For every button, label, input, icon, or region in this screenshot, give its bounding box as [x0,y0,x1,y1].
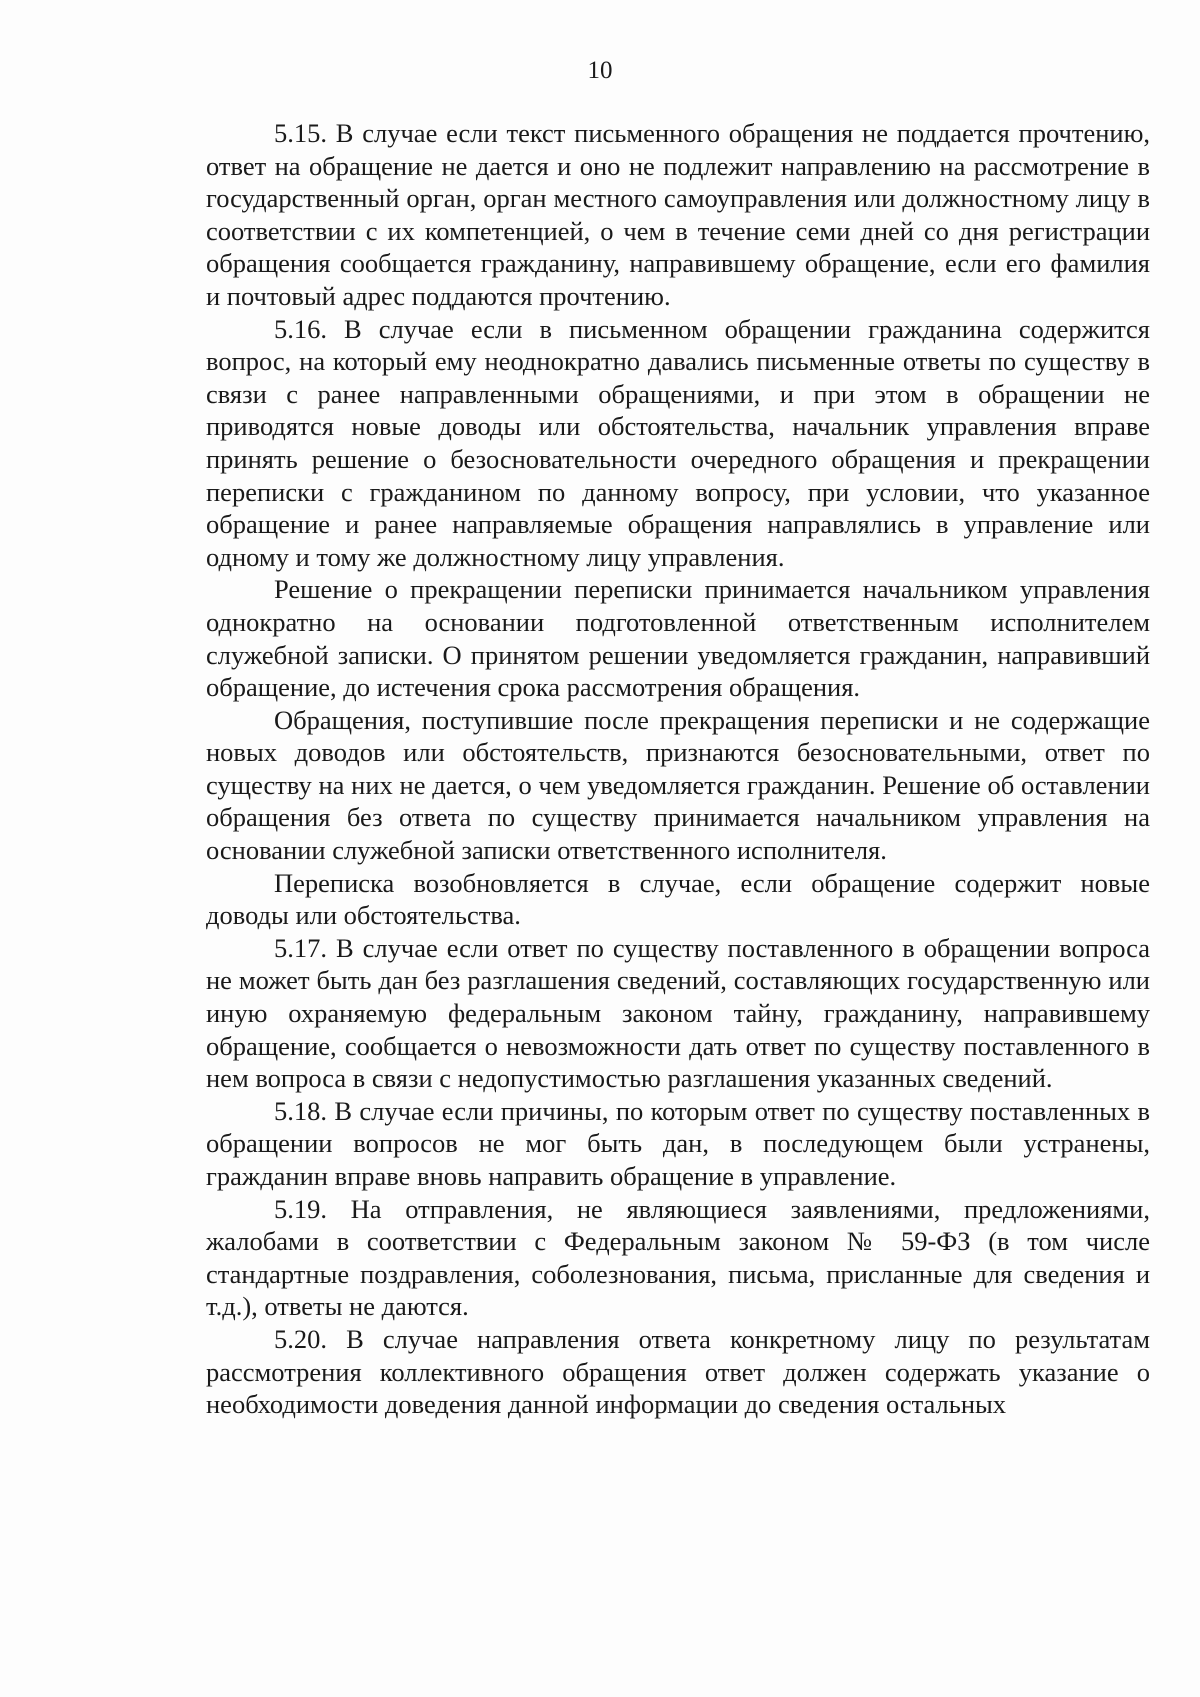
paragraph-unfounded-appeals: Обращения, поступившие после прекращения переписки и не содержащие новых доводов или обстоятельств, признаются безосновательными, ответ по существу на них не дается, о чем уведомляется гражданин. Решение об оставлении обращения без ответа по существу принимается начальником управления на основании служебной записки ответственного исполнителя. [206,704,1150,866]
page-number: 10 [587,57,613,84]
paragraph-decision-termination: Решение о прекращении переписки принимается начальником управления однократно на основании подготовленной ответственным исполнителем служебной записки. О принятом решении уведомляется гражданин, направивший обращение, до истечения срока рассмотрения обращения. [206,574,1150,703]
paragraph-5-19: 5.19. На отправления, не являющиеся заявлениями, предложениями, жалобами в соответствии с Федеральным законом № 59-ФЗ (в том числе стандартные поздравления, соболезнования, письма, присланные для сведения и т.д.), ответы не даются. [206,1193,1150,1322]
paragraph-5-18: 5.18. В случае если причины, по которым ответ по существу поставленных в обращении вопросов не мог быть дан, в последующем были устранены, гражданин вправе вновь направить обращение в управление. [206,1095,1150,1191]
paragraph-correspondence-resumed: Переписка возобновляется в случае, если обращение содержит новые доводы или обстоятельства. [206,867,1150,931]
document-body [206,117,1150,1421]
paragraph-5-16: 5.16. В случае если в письменном обращении гражданина содержится вопрос, на который ему неоднократно давались письменные ответы по существу в связи с ранее направленными обращениями, и при этом в обращении не приводятся новые доводы или обстоятельства, начальник управления вправе принять решение о безосновательности очередного обращения и прекращении переписки с гражданином по данному вопросу, при условии, что указанное обращение и ранее направляемые обращения направлялись в управление или одному и тому же должностному лицу управления. [206,313,1150,572]
paragraph-5-20: 5.20. В случае направления ответа конкретному лицу по результатам рассмотрения коллективного обращения ответ должен содержать указание о необходимости доведения данной информации до сведения остальных [206,1323,1150,1420]
paragraph-5-15: 5.15. В случае если текст письменного обращения не поддается прочтению, ответ на обращение не дается и оно не подлежит направлению на рассмотрение в государственный орган, орган местного самоуправления или должностному лицу в соответствии с их компетенцией, о чем в течение семи дней со дня регистрации обращения сообщается гражданину, направившему обращение, если его фамилия и почтовый адрес поддаются прочтению. [206,118,1150,311]
paragraph-5-17: 5.17. В случае если ответ по существу поставленного в обращении вопроса не может быть дан без разглашения сведений, составляющих государственную или иную охраняемую федеральным законом тайну, гражданину, направившему обращение, сообщается о невозможности дать ответ по существу поставленного в нем вопроса в связи с недопустимостью разглашения указанных сведений. [206,932,1150,1094]
